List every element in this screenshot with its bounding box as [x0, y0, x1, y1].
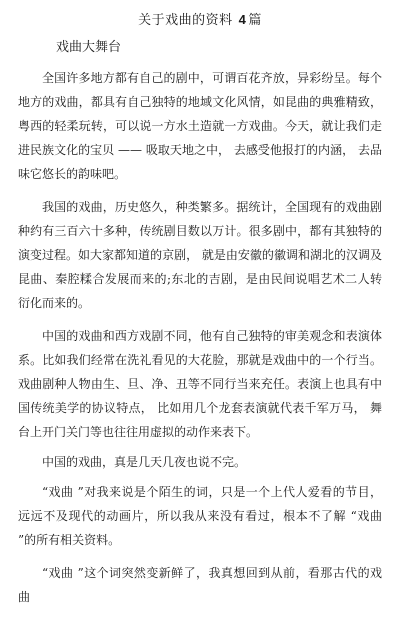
paragraph-summary: 中国的戏曲，真是几天几夜也说不完。 [42, 455, 247, 469]
title-number: 4 [238, 12, 247, 27]
paragraph-intro: 全国许多地方都有自己的剧中，可谓百花齐放，异彩纷呈。每个地方的戏曲，都具有自己独特的地域文化风情，如昆曲的典雅精致，粤西的轻柔玩转，可以说一方水土造就一方戏曲。今天，就让我们走进民族文化的宝贝 —— 吸取天地之中， 去感受他报打的内涵， 去品味它悠长的韵味吧。 [18, 71, 382, 181]
paragraph-history: 我国的戏曲，历史悠久，种类繁多。据统计，全国现有的戏曲剧种约有三百六十多种，传统剧目数以万计。很多剧中，都有其独特的演变过程。如大家都知道的京剧， 就是由安徽的徽调和湖北的汉调及昆曲、秦腔糅合发展而来的;东北的吉剧，是由民间说唱艺术二人转衍化而来的。 [18, 200, 382, 310]
section-heading: 戏曲大舞台 [56, 40, 122, 55]
title-suffix: 篇 [248, 13, 262, 28]
title-text: 关于戏曲的资料 [138, 13, 233, 28]
paragraph-aesthetics: 中国的戏曲和西方戏剧不同，他有自己独特的审美观念和表演体系。比如我们经常在洗礼看见的大花脸，那就是戏曲中的一个行当。戏曲剧种人物由生、旦、净、丑等不同行当来充任。表演上也具有中国传统美学的协议特点， 比如用几个龙套表演就代表千军万马， 舞台上开门关门等也往往用虚拟的动作来表下。 [18, 329, 382, 439]
page-title [0, 12, 400, 29]
document-body [18, 66, 382, 618]
paragraph-closing: “戏曲 ”这个词突然变新鲜了，我真想回到从前，看那古代的戏曲 [18, 566, 382, 604]
paragraph-personal: “戏曲 ”对我来说是个陌生的词，只是一个上代人爱看的节目，远远不及现代的动画片，所以我从来没有看过，根本不了解 “戏曲 ”的所有相关资料。 [18, 485, 382, 547]
